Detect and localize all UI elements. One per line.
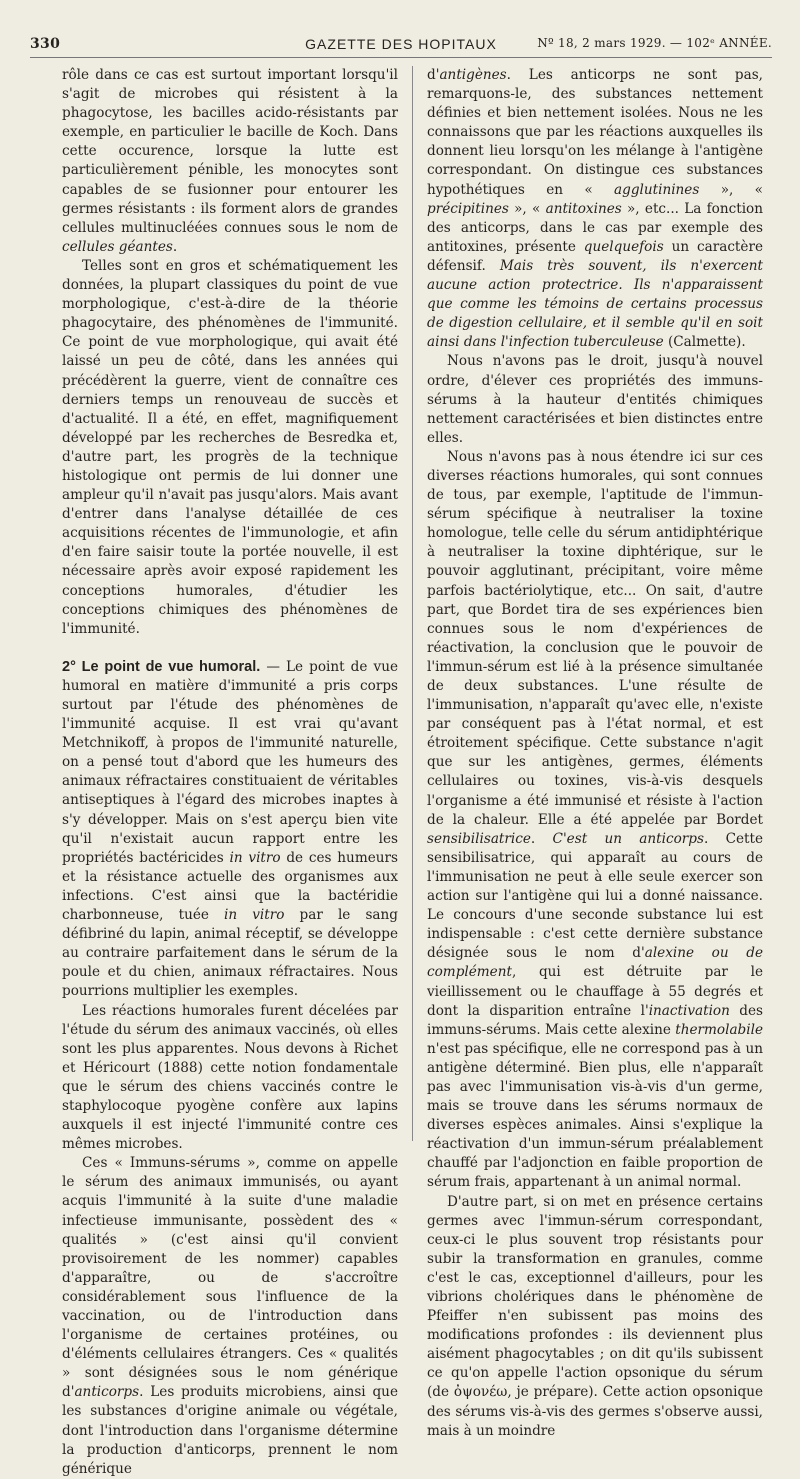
- paragraph: d'antigènes. Les anticorps ne sont pas, remarquons-le, des substances nettement définies et bien nettement isolées. Nous ne les connaissons que par les réactions auxquelles ils donnent lieu lorsqu'on les mélange à l'antigène correspondant. On distingue ces substances hypothétiques en « agglutinines », « précipitines », « antitoxines », etc... La fonction des anticorps, dans le cas par exemple des antitoxines, présente quelquefois un caractère défensif. Mais très souvent, ils n'exercent aucune action protectrice. Ils n'apparaissent que comme les témoins de certains processus de digestion cellulaire, et il semble qu'il en soit ainsi dans l'infection tuberculeuse (Calmette).: [427, 67, 763, 351]
- paragraph: Nous n'avons pas le droit, jusqu'à nouvel ordre, d'élever ces propriétés des immuns-sérums à la hauteur d'entités chimiques nettement caractérisées et bien distinctes entre elles.: [427, 353, 763, 446]
- issue-info: Nº 18, 2 mars 1929. — 102ᵉ ANNÉE.: [537, 36, 772, 50]
- right-column: [427, 66, 764, 1439]
- page-header: [30, 34, 772, 56]
- paragraph: Telles sont en gros et schématiquement les données, la plupart classiques du point de vue morphologique, c'est-à-dire de la théorie phagocytaire, des phénomènes de l'immunité. Ce point de vue morphologique, qui avait été laissé un peu de côté, dans les années qui précédèrent la guerre, vient de connaître ces derniers temps un renouveau de succès et d'actualité. Il a été, en effet, magnifiquement développé par les recherches de Besredka et, d'autre part, les progrès de la technique histologique ont permis de lui donner une ampleur qu'il n'avait pas jusqu'alors. Mais avant d'entrer dans l'analyse détaillée de ces acquisitions récentes de l'immunologie, et afin d'en faire saisir toute la portée nouvelle, il est nécessaire après avoir exposé rapidement les conceptions humorales, d'étudier les conceptions chimiques des phénomènes de l'immunité.: [62, 257, 398, 637]
- header-rule: [30, 57, 772, 58]
- left-column: rôle dans ce cas est surtout important lorsqu'il s'agit de microbes qui résistent à la phagocytose, les bacilles acido-résistants par exemple, en particulier le bacille de Koch. Dans cette occurence, lorsque la lutte est particulièrement pénible, les monocytes sont capables de se fusionner pour entourer les germes résistants : ils forment alors de grandes cellules multinucléées connues sous le nom de cellules géantes. Telles sont en gros et schématiquement les données, la plupart classiques du point de vue morphologique, c'est-à-dire de la théorie phagocytaire, des phénomènes de l'immunité. Ce point de vue morphologique, qui avait été laissé un peu de côté, dans les années qui précédèrent la guerre, vient de connaître ces derniers temps un renouveau de succès et d'actualité. Il a été, en effet, magnifiquement développé par les recherches de Besredka et, d'autre part, les progrès de la technique histologique ont permis de lui donner une ampleur qu'il n'avait pas jusqu'alors. Mais avant d'entrer dans l'analyse détaillée de ces acquisitions récentes de l'immunologie, et afin d'en faire saisir toute la portée nouvelle, il est nécessaire après avoir exposé rapidement les conceptions humorales, d'étudier les conceptions chimiques des phénomènes de l'immunité. 2° Le point de vue humoral. — Le point de vue humoral en matière d'immunité a pris corps surtout par l'étude des phénomènes de l'immunité acquise. Il est vrai qu'avant Metchnikoff, à propos de l'immunité naturelle, on a pensé tout d'abord que les humeurs des animaux réfractaires constituaient de véritables antiseptiques à l'égard des microbes inaptes à s'y développer. Mais on s'est aperçu bien vite qu'il n'existait aucun rapport entre les propriétés bactéricides in vitro de ces humeurs et la résistance actuelle des organismes aux infections. C'est ainsi que la bactéridie charbonneuse, tuée in vitro par le sang défibriné du lapin, animal réceptif, se développe au contraire parfaitement dans le sérum de la poule et du chien, animaux réfractaires. Nous pourrions multiplier les exemples. Les réactions humorales furent décelées par l'étude du sérum des animaux vaccinés, où elles sont les plus apparentes. Nous devons à Richet et Héricourt (1888) cette notion fondamentale que le sérum des chiens vaccinés contre le staphylocoque pyogène confère aux lapins auxquels il est injecté l'immunité contre ces mêmes microbes. Ces « Immuns-sérums », comme on appelle le sérum des animaux immunisés, ou ayant acquis l'immunité à la suite d'une maladie infectieuse immunisante, possèdent des « qualités » (c'est ainsi qu'il convient provisoirement de les nommer) capables d'apparaître, ou de s'accroître considérablement sous l'influence de la vaccination, ou de l'introduction dans l'organisme de certaines protéines, ou d'éléments cellulaires étrangers. Ces « qualités » sont désignées sous le nom générique d'anticorps. Les produits microbiens, ainsi que les substances d'origine animale ou végétale, dont l'introduction dans l'organisme détermine la production d'anticorps, prennent le nom générique: [62, 66, 398, 1141]
- paragraph: Nous n'avons pas à nous étendre ici sur ces diverses réactions humorales, qui sont connues de tous, par exemple, l'aptitude de l'immun-sérum spécifique à neutraliser la toxine homologue, telle celle du sérum antidiphtérique à neutraliser la toxine diphtérique, sur le pouvoir agglutinant, précipitant, voire même parfois bactériolytique, etc... On sait, d'autre part, que Bordet tira de ses expériences bien connues sous le nom d'expériences de réactivation, la conclusion que le pouvoir de l'immun-sérum est lié à la présence simultanée de deux substances. L'une résulte de l'immunisation, n'apparaît qu'avec elle, n'existe par conséquent pas à l'état normal, et est étroitement spécifique. Cette substance n'agit que sur les antigènes, germes, éléments cellulaires ou toxines, vis-à-vis desquels l'organisme a été immunisé et résiste à l'action de la chaleur. Elle a été appelée par Bordet sensibilisatrice. C'est un anticorps. Cette sensibilisatrice, qui apparaît au cours de l'immunisation ne peut à elle seule exercer son action sur l'antigène qui lui a donné naissance. Le concours d'une seconde substance lui est indispensable : c'est cette dernière substance désignée sous le nom d'alexine ou de complément, qui est détruite par le vieillissement ou le chauffage à 55 degrés et dont la disparition entraîne l'inactivation des immuns-sérums. Mais cette alexine thermolabile n'est pas spécifique, elle ne correspond pas à un antigène déterminé. Bien plus, elle n'apparaît pas avec l'immunisation vis-à-vis d'un germe, mais se trouve dans les sérums normaux de diverses espèces animales. Ainsi s'explique la réactivation d'un immun-sérum préalablement chauffé par l'adjonction en faible proportion de sérum frais, appartenant à un animal normal.: [427, 448, 764, 1191]
- section-heading: 2° Le point de vue humoral.: [62, 658, 261, 675]
- page-number: 330: [30, 36, 61, 52]
- journal-title: GAZETTE DES HOPITAUX: [305, 36, 497, 52]
- paragraph: Ces « Immuns-sérums », comme on appelle le sérum des animaux immunisés, ou ayant acquis l'immunité à la suite d'une maladie infectieuse immunisante, possèdent des « qualités » (c'est ainsi qu'il convient provisoirement de les nommer) capables d'apparaître, ou de s'accroître considérablement sous l'influence de la vaccination, ou de l'introduction dans l'organisme de certaines protéines, ou d'éléments cellulaires étrangers. Ces « qualités » sont désignées sous le nom générique d'anticorps. Les produits microbiens, ainsi que les substances d'origine animale ou végétale, dont l'introduction dans l'organisme détermine la production d'anticorps, prennent le nom générique: [62, 1155, 398, 1477]
- paragraph: D'autre part, si on met en présence certains germes avec l'immun-sérum correspondant, ceux-ci le plus souvent trop résistants pour subir la transformation en granules, comme c'est le cas, exceptionnel d'ailleurs, pour les vibrions cholériques dans le phénomène de Pfeiffer n'en subissent pas moins des modifications profondes : ils deviennent plus aisément phagocytables ; on dit qu'ils subissent ce qu'on appelle l'action opsonique du sérum (de ὀψονέω, je prépare). Cette action opsonique des sérums vis-à-vis des germes s'observe aussi, mais à un moindre: [427, 1193, 763, 1439]
- paragraph: rôle dans ce cas est surtout important lorsqu'il s'agit de microbes qui résistent à la phagocytose, les bacilles acido-résistants par exemple, en particulier le bacille de Koch. Dans cette occurence, lorsque la lutte est particulièrement pénible, les monocytes sont capables de se fusionner pour entourer les germes résistants : ils forment alors de grandes cellules multinucléées connues sous le nom de cellules géantes.: [62, 67, 398, 255]
- paragraph: Les réactions humorales furent décelées par l'étude du sérum des animaux vaccinés, où elles sont les plus apparentes. Nous devons à Richet et Héricourt (1888) cette notion fondamentale que le sérum des chiens vaccinés contre le staphylocoque pyogène confère aux lapins auxquels il est injecté l'immunité contre ces mêmes microbes.: [62, 1002, 398, 1153]
- column-divider: [412, 66, 413, 1141]
